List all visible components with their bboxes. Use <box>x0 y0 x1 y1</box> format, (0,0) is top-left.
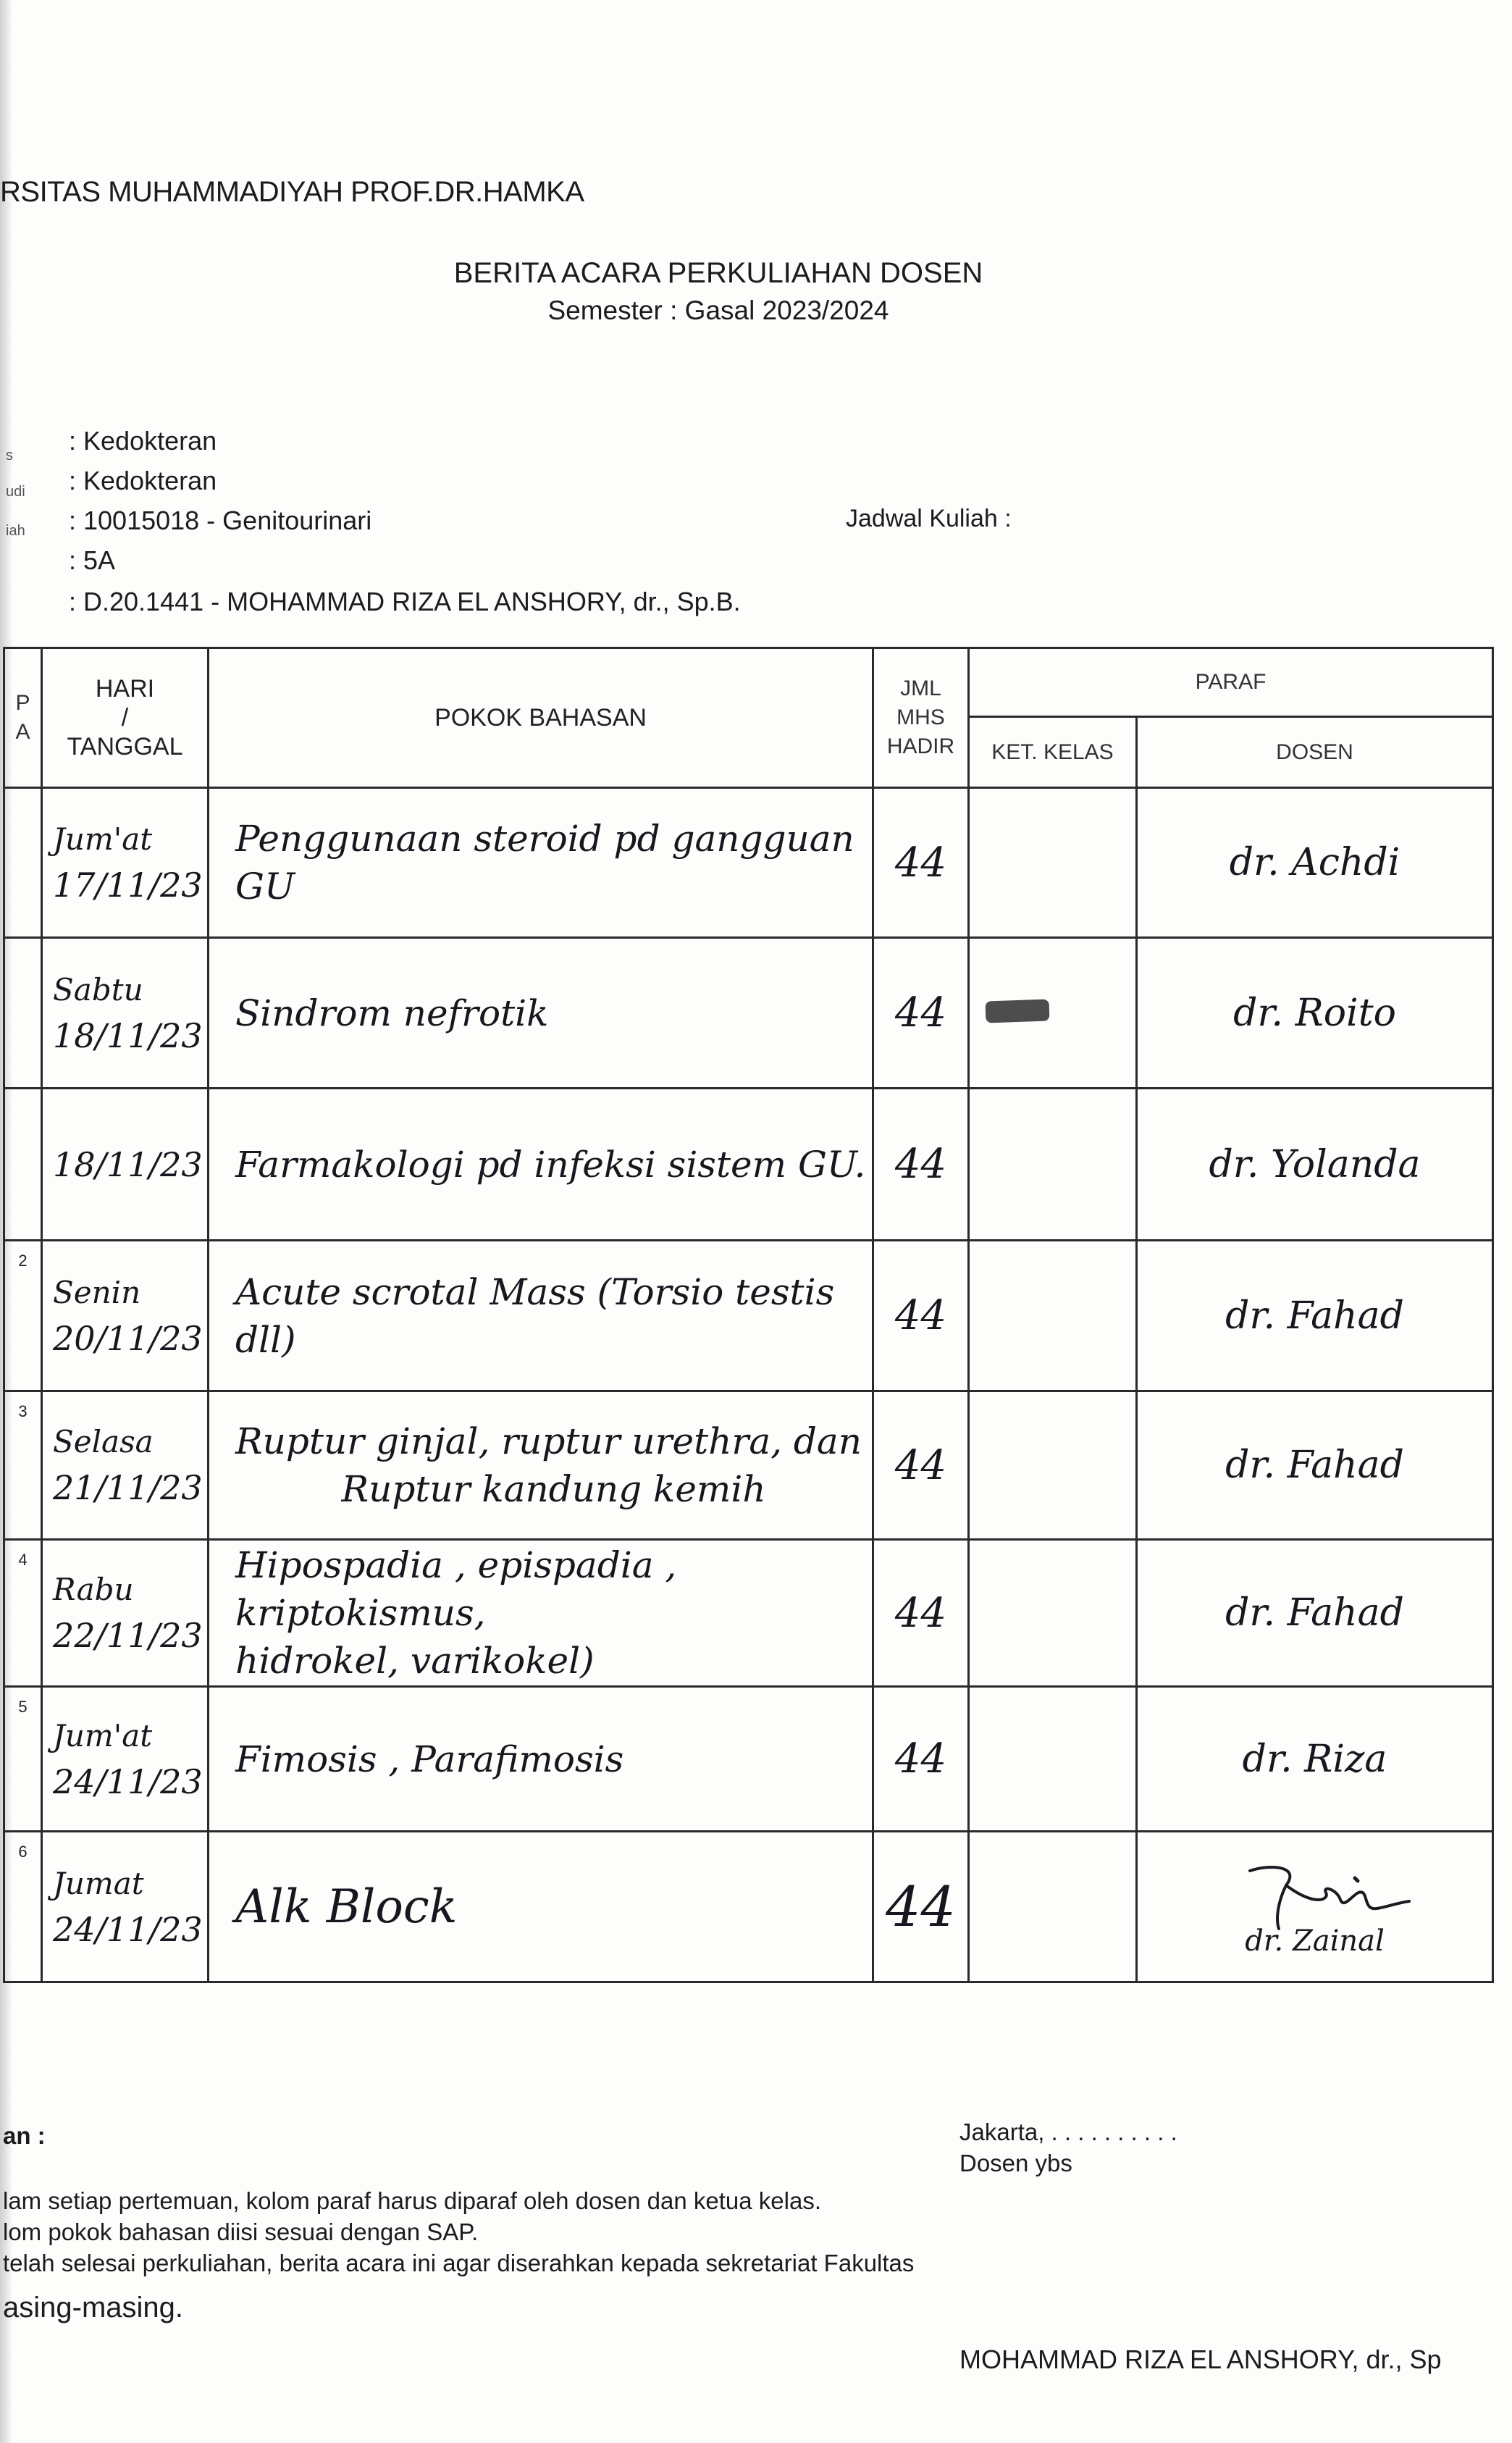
row-count: 44 <box>873 1241 969 1391</box>
row-number: 3 <box>4 1391 42 1540</box>
row-date: 17/11/23 <box>53 866 203 905</box>
info-key: iah <box>6 523 25 539</box>
table-row <box>4 788 1493 938</box>
row-date: 18/11/23 <box>53 1144 203 1184</box>
info-fakultas: : Kedokteran <box>69 426 217 456</box>
university-name: RSITAS MUHAMMADIYAH PROF.DR.HAMKA <box>0 176 584 208</box>
row-topic-line2: hidrokel, varikokel) <box>235 1640 595 1682</box>
note-line: telah selesai perkuliahan, berita acara ini agar diserahkan kepada sekretariat Fakultas <box>3 2250 915 2276</box>
row-topic-line1: Ruptur ginjal, ruptur urethra, dan <box>235 1420 862 1462</box>
row-dosen-name: dr. Zainal <box>1245 1924 1385 1958</box>
row-dosen: dr. Fahad <box>1137 1540 1493 1687</box>
row-ket-kelas <box>969 1391 1137 1540</box>
note-line: lom pokok bahasan diisi sesuai dengan SAP. <box>3 2218 479 2245</box>
row-dosen: dr. Roito <box>1137 938 1493 1089</box>
row-day: Jum'at <box>53 821 153 857</box>
info-key: s <box>6 448 13 464</box>
day-date-cell <box>42 1540 209 1687</box>
row-dosen: dr. Yolanda <box>1137 1089 1493 1241</box>
row-topic: Farmakologi pd infeksi sistem GU. <box>209 1089 873 1241</box>
row-number: 6 <box>4 1832 42 1982</box>
row-ket-kelas <box>969 1540 1137 1687</box>
header-hari: HARI <box>95 675 155 703</box>
row-topic-line1: Hipospadia , epispadia , kriptokismus, <box>235 1544 677 1634</box>
header-no-top: P <box>15 691 30 715</box>
row-count: 44 <box>873 1687 969 1832</box>
header-hari-tanggal <box>42 648 209 788</box>
document-title: BERITA ACARA PERKULIAHAN DOSEN <box>453 257 983 289</box>
row-count: 44 <box>873 1540 969 1687</box>
row-date: 21/11/23 <box>53 1468 203 1507</box>
row-day: Jumat <box>53 1865 144 1901</box>
row-date: 20/11/23 <box>53 1318 203 1358</box>
row-topic: Acute scrotal Mass (Torsio testis dll) <box>209 1241 873 1391</box>
table-row <box>4 1687 1493 1832</box>
row-ket-kelas <box>969 938 1137 1089</box>
semester-label: Semester : Gasal 2023/2024 <box>547 296 889 325</box>
note-line: lam setiap pertemuan, kolom paraf harus diparaf oleh dosen dan ketua kelas. <box>3 2187 822 2214</box>
initial-mark <box>986 999 1050 1023</box>
row-ket-kelas <box>969 1687 1137 1832</box>
row-dosen: dr. Achdi <box>1137 788 1493 938</box>
header-tanggal: TANGGAL <box>67 733 183 760</box>
header-hadir: HADIR <box>886 734 955 758</box>
row-count: 44 <box>873 938 969 1089</box>
info-dosen: : D.20.1441 - MOHAMMAD RIZA EL ANSHORY, dr., Sp.B. <box>69 587 741 616</box>
row-dosen: dr. Fahad <box>1137 1391 1493 1540</box>
row-count: 44 <box>873 1089 969 1241</box>
row-date: 22/11/23 <box>53 1616 203 1655</box>
row-date: 18/11/23 <box>53 1015 203 1055</box>
row-dosen: dr. Fahad <box>1137 1241 1493 1391</box>
info-matakuliah: : 10015018 - Genitourinari <box>69 506 372 535</box>
row-number <box>4 938 42 1089</box>
table-row <box>4 938 1493 1089</box>
city-date: Jakarta, . . . . . . . . . . <box>959 2119 1177 2145</box>
row-topic <box>209 1540 873 1687</box>
dosen-ybs-label: Dosen ybs <box>959 2150 1072 2176</box>
footer-label: an : <box>3 2122 46 2149</box>
info-kelas: : 5A <box>69 545 116 575</box>
day-date-cell <box>42 1832 209 1982</box>
header-jml: JML <box>900 676 941 700</box>
jadwal-kuliah-label: Jadwal Kuliah : <box>846 505 1012 532</box>
row-count: 44 <box>873 788 969 938</box>
row-ket-kelas <box>969 1241 1137 1391</box>
note-line: asing-masing. <box>3 2292 184 2323</box>
row-topic <box>209 1391 873 1540</box>
row-ket-kelas <box>969 1089 1137 1241</box>
header-slash: / <box>121 704 129 732</box>
table-row <box>4 1391 1493 1540</box>
row-dosen <box>1137 1832 1493 1982</box>
row-dosen: dr. Riza <box>1137 1687 1493 1832</box>
row-day: Senin <box>53 1274 141 1310</box>
table-row <box>4 1832 1493 1982</box>
row-number: 5 <box>4 1687 42 1832</box>
info-prodi: : Kedokteran <box>69 466 217 495</box>
row-topic: Fimosis , Parafimosis <box>209 1687 873 1832</box>
row-count: 44 <box>873 1391 969 1540</box>
day-date-cell <box>42 1687 209 1832</box>
row-date: 24/11/23 <box>53 1761 203 1801</box>
row-ket-kelas <box>969 788 1137 938</box>
header-no <box>4 648 42 788</box>
row-day: Selasa <box>53 1424 154 1459</box>
header-jml-mhs-hadir <box>873 648 969 788</box>
day-date-cell <box>42 1089 209 1241</box>
info-key: udi <box>6 484 25 500</box>
header-mhs: MHS <box>896 705 945 729</box>
attendance-table <box>3 647 1494 1983</box>
header-ket-kelas: KET. KELAS <box>969 717 1137 788</box>
row-number: 2 <box>4 1241 42 1391</box>
table-row <box>4 1540 1493 1687</box>
day-date-cell <box>42 938 209 1089</box>
row-day: Sabtu <box>53 971 143 1007</box>
header-pokok-bahasan: POKOK BAHASAN <box>209 648 873 788</box>
header-dosen: DOSEN <box>1137 717 1493 788</box>
row-count: 44 <box>873 1832 969 1982</box>
row-number <box>4 788 42 938</box>
signer-name: MOHAMMAD RIZA EL ANSHORY, dr., Sp <box>959 2344 1442 2374</box>
row-day: Jum'at <box>53 1717 153 1753</box>
row-topic: Sindrom nefrotik <box>209 938 873 1089</box>
row-ket-kelas <box>969 1832 1137 1982</box>
day-date-cell <box>42 788 209 938</box>
row-date: 24/11/23 <box>53 1909 203 1949</box>
row-day: Rabu <box>53 1572 134 1607</box>
row-number <box>4 1089 42 1241</box>
row-topic-line2: Ruptur kandung kemih <box>341 1468 766 1510</box>
table-row <box>4 1089 1493 1241</box>
table-row <box>4 1241 1493 1391</box>
row-topic: Penggunaan steroid pd gangguan GU <box>209 788 873 938</box>
day-date-cell <box>42 1391 209 1540</box>
day-date-cell <box>42 1241 209 1391</box>
row-number: 4 <box>4 1540 42 1687</box>
row-topic: Alk Block <box>209 1832 873 1982</box>
header-no-bottom: A <box>15 720 30 744</box>
header-paraf: PARAF <box>969 648 1493 717</box>
